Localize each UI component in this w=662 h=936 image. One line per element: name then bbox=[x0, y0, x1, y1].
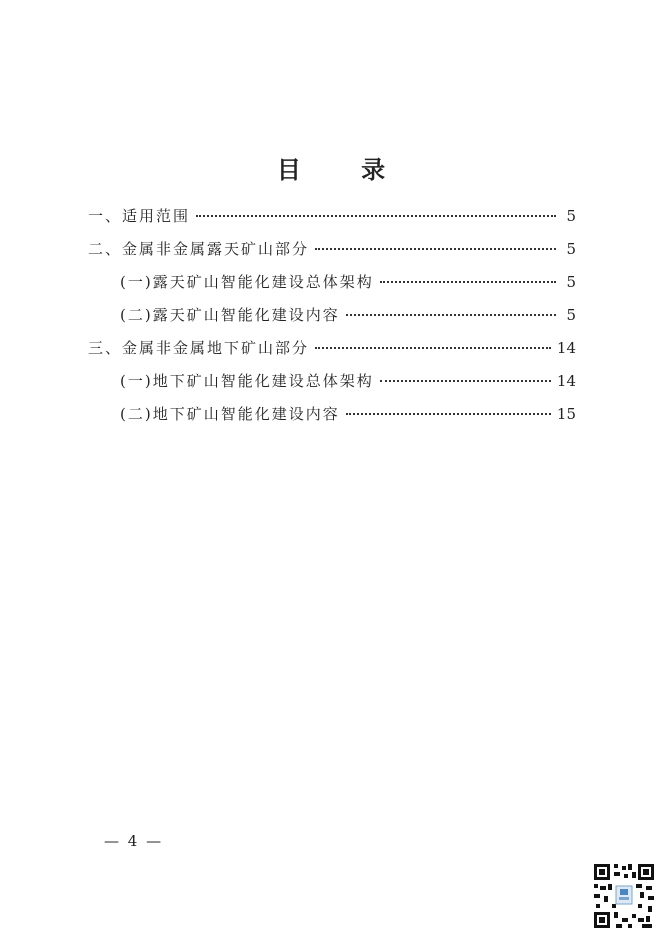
toc-entry-page: 5 bbox=[566, 207, 576, 225]
toc-entry[interactable] bbox=[88, 337, 576, 370]
toc-leader-dots bbox=[315, 347, 551, 349]
toc-entry-page: 14 bbox=[556, 372, 576, 390]
toc-entry[interactable] bbox=[88, 304, 576, 337]
table-of-contents bbox=[88, 205, 576, 436]
toc-entry-page: 5 bbox=[566, 306, 576, 324]
toc-leader-dots bbox=[346, 413, 551, 415]
toc-leader-dots bbox=[315, 248, 556, 250]
toc-leader-dots bbox=[380, 380, 551, 382]
toc-entry[interactable] bbox=[88, 205, 576, 238]
toc-entry-page: 14 bbox=[556, 339, 576, 357]
toc-entry[interactable] bbox=[88, 238, 576, 271]
toc-entry-page: 5 bbox=[566, 240, 576, 258]
page-number: — 4 — bbox=[104, 832, 164, 850]
toc-entry-label: (一)地下矿山智能化建设总体架构 bbox=[120, 372, 374, 390]
toc-entry-label: (二)地下矿山智能化建设内容 bbox=[120, 405, 340, 423]
toc-entry-label: (二)露天矿山智能化建设内容 bbox=[120, 306, 340, 324]
toc-entry-label: 二、金属非金属露天矿山部分 bbox=[88, 240, 310, 258]
qr-code-icon bbox=[592, 862, 656, 930]
toc-entry-label: 三、金属非金属地下矿山部分 bbox=[88, 339, 310, 357]
toc-leader-dots bbox=[380, 281, 556, 283]
toc-entry-label: 一、适用范围 bbox=[88, 207, 191, 225]
toc-entry-page: 15 bbox=[556, 405, 576, 423]
toc-title: 目 录 bbox=[276, 155, 412, 184]
toc-entry[interactable] bbox=[88, 370, 576, 403]
toc-leader-dots bbox=[196, 215, 556, 217]
toc-leader-dots bbox=[346, 314, 556, 316]
toc-entry-page: 5 bbox=[566, 273, 576, 291]
toc-entry[interactable] bbox=[88, 403, 576, 436]
toc-entry[interactable] bbox=[88, 271, 576, 304]
toc-entry-label: (一)露天矿山智能化建设总体架构 bbox=[120, 273, 374, 291]
